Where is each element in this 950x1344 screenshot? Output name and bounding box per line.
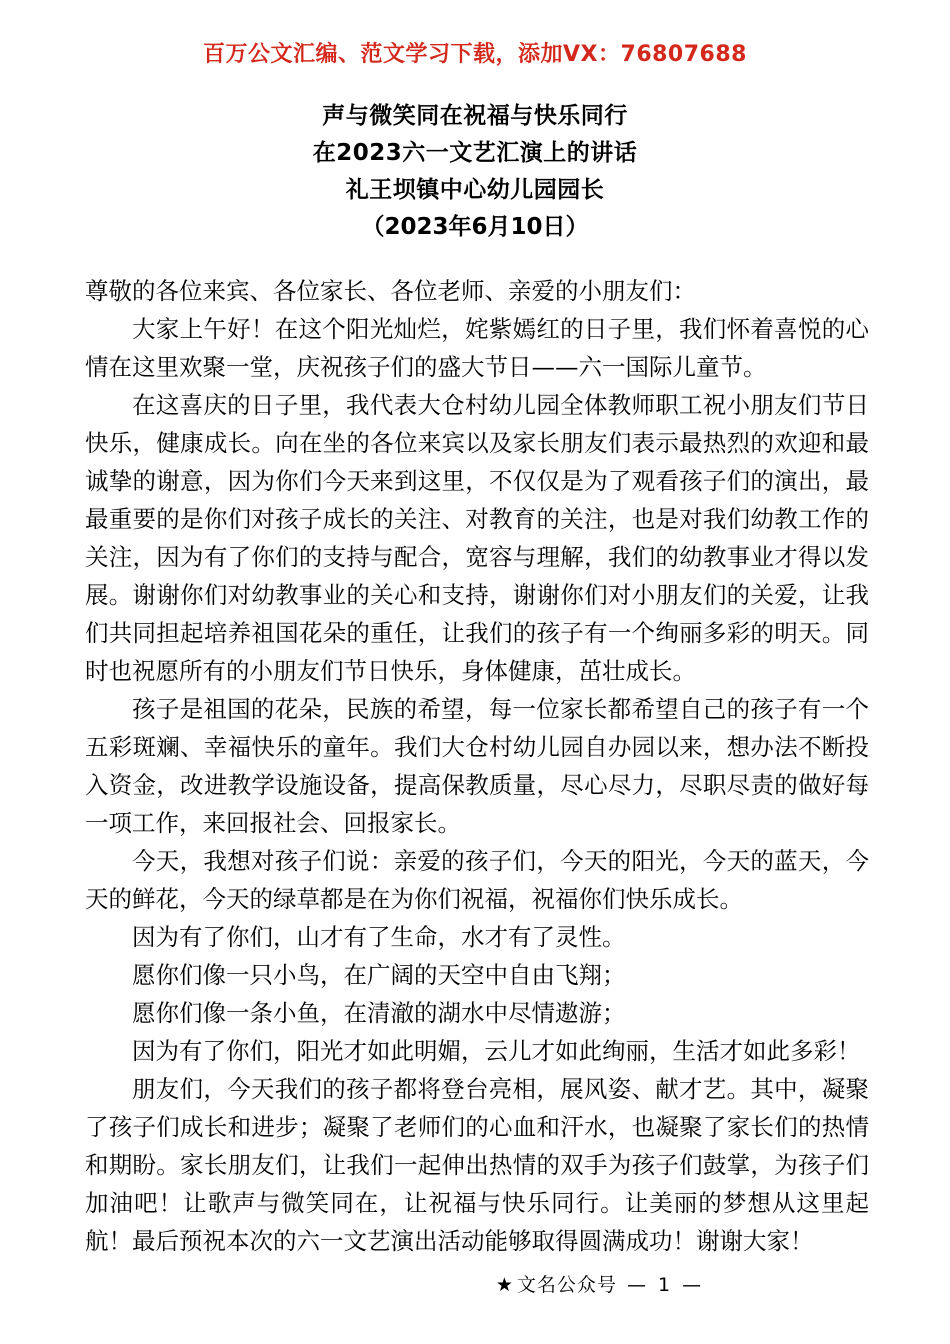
paragraph: 大家上午好！在这个阳光灿烂，姹紫嫣红的日子里，我们怀着喜悦的心情在这里欢聚一堂，庆祝孩子们的盛大节日——六一国际儿童节。 xyxy=(85,315,869,381)
paragraph: 在这喜庆的日子里，我代表大仓村幼儿园全体教师职工祝小朋友们节日快乐，健康成长。向在坐的各位来宾以及家长朋友们表示最热烈的欢迎和最诚挚的谢意，因为你们今天来到这里，不仅仅是为了观看孩子们的演出，最最重要的是你们对孩子成长的关注、对教育的关注，也是对我们幼教工作的关注，因为有了你们的支持与配合，宽容与理解，我们的幼教事业才得以发展。谢谢你们对幼教事业的关心和支持，谢谢你们对小朋友们的关爱，让我们共同担起培养祖国花朵的重任，让我们的孩子有一个绚丽多彩的明天。同时也祝愿所有的小朋友们节日快乐，身体健康，茁壮成长。 xyxy=(85,391,869,685)
paragraph: 愿你们像一只小鸟，在广阔的天空中自由飞翔； xyxy=(132,961,626,989)
star-icon: ★ xyxy=(495,1274,513,1296)
page-footer xyxy=(0,1272,950,1298)
footer-brand-label: 文名公众号 xyxy=(516,1274,617,1296)
paragraph: 因为有了你们，山才有了生命，水才有了灵性。 xyxy=(132,923,626,951)
document-title-block xyxy=(0,98,950,246)
title-line-2: 在2023六一文艺汇演上的讲话 xyxy=(312,140,638,166)
document-body xyxy=(85,272,869,1260)
paragraph: 愿你们像一条小鱼，在清澈的湖水中尽情遨游； xyxy=(132,999,626,1027)
paragraph: 今天，我想对孩子们说：亲爱的孩子们，今天的阳光，今天的蓝天，今天的鲜花，今天的绿草都是在为你们祝福，祝福你们快乐成长。 xyxy=(85,847,869,913)
paragraph: 因为有了你们，阳光才如此明媚，云儿才如此绚丽，生活才如此多彩！ xyxy=(132,1037,861,1065)
paragraph: 孩子是祖国的花朵，民族的希望，每一位家长都希望自己的孩子有一个五彩斑斓、幸福快乐的童年。我们大仓村幼儿园自办园以来，想办法不断投入资金，改进教学设施设备，提高保教质量，尽心尽力，尽职尽责的做好每一项工作，来回报社会、回报家长。 xyxy=(85,695,869,837)
title-date: （2023年6月10日） xyxy=(361,214,589,240)
footer-inner xyxy=(246,1272,704,1298)
title-line-1: 声与微笑同在祝福与快乐同行 xyxy=(322,103,628,129)
page-number: — 1 — xyxy=(626,1274,705,1296)
paragraph-salutation: 尊敬的各位来宾、各位家长、各位老师、亲爱的小朋友们： xyxy=(85,277,696,305)
paragraph: 朋友们，今天我们的孩子都将登台亮相，展风姿、献才艺。其中，凝聚了孩子们成长和进步；凝聚了老师们的心血和汗水，也凝聚了家长们的热情和期盼。家长朋友们，让我们一起伸出热情的双手为孩子们鼓掌，为孩子们加油吧！让歌声与微笑同在，让祝福与快乐同行。让美丽的梦想从这里起航！最后预祝本次的六一文艺演出活动能够取得圆满成功！谢谢大家！ xyxy=(85,1075,869,1255)
title-line-3: 礼王坝镇中心幼儿园园长 xyxy=(345,177,605,203)
promo-banner-text: 百万公文汇编、范文学习下载，添加VX：76807688 xyxy=(203,42,747,67)
